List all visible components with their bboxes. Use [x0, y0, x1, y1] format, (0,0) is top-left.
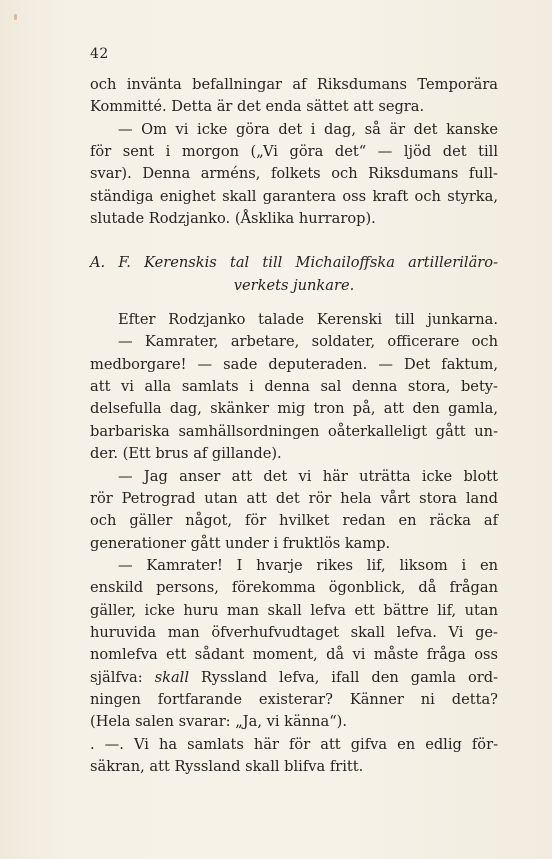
page-text	[90, 74, 498, 778]
text-line: och gäller något, för hvilket redan en räcka af	[90, 512, 498, 530]
text-line: medborgare! — sade deputeraden. — Det faktum,	[90, 355, 498, 373]
text-line: och invänta befallningar af Riksdumans Temporära	[90, 76, 498, 93]
text-line	[90, 667, 498, 689]
section-heading: verkets junkare.	[233, 276, 355, 294]
text-line: huruvida man öfverhufvudtaget skall lefva. Vi ge-	[90, 623, 498, 641]
text-line: nomlefva ett sådant moment, då vi måste fråga oss	[90, 646, 498, 664]
text-line: säkran, att Ryssland skall blifva fritt.	[90, 757, 364, 775]
text-line: — Kamrater, arbetare, soldater, officerare och	[118, 333, 498, 351]
section-gap	[90, 297, 498, 309]
emphasis: skall	[154, 668, 190, 686]
text-line: generationer gått under i fruktlös kamp.	[90, 534, 391, 552]
text-line: barbariska samhällsordningen oåterkalleligt gått un-	[90, 422, 498, 440]
paper-blemish	[14, 14, 17, 20]
text-line: Kommitté. Detta är det enda sättet att segra.	[90, 98, 425, 116]
text-line: Efter Rodzjanko talade Kerenski till junkarna.	[118, 311, 498, 329]
text-segment: Ryssland lefva, ifall den gamla ord-	[201, 668, 498, 686]
text-line: ningen fortfarande existerar? Känner ni detta?	[90, 690, 498, 708]
text-line: enskild persons, förekomma ögonblick, då frågan	[90, 579, 498, 597]
text-line: slutade Rodzjanko. (Åsklika hurrarop).	[90, 210, 376, 228]
text-segment: själfva:	[90, 668, 143, 686]
section-heading: A. F. Kerenskis tal till Michailoffska artilleriläro-	[90, 254, 498, 272]
text-line: för sent i morgon („Vi göra det“ — ljöd det till	[90, 143, 498, 161]
text-line: att vi alla samlats i denna sal denna stora, bety-	[90, 378, 498, 396]
text-line: gäller, icke huru man skall lefva ett bättre lif, utan	[90, 601, 498, 619]
section-gap	[90, 230, 498, 252]
text-line: rör Petrograd utan att det rör hela vårt stora land	[90, 489, 498, 507]
text-line: — Om vi icke göra det i dag, så är det kanske	[118, 120, 498, 138]
text-line: (Hela salen svarar: „Ja, vi känna“).	[90, 713, 348, 731]
text-line: ständiga enighet skall garantera oss kraft och styrka,	[90, 187, 498, 205]
text-line: svar). Denna arméns, folkets och Riksdumans full-	[90, 165, 498, 183]
text-line: delsefulla dag, skänker mig tron på, att den gamla,	[90, 400, 498, 418]
text-line: — Jag anser att det vi här uträtta icke blott	[118, 467, 498, 485]
page-number: 42	[90, 46, 109, 62]
text-line: — Kamrater! I hvarje rikes lif, liksom i en	[118, 556, 498, 574]
text-line: der. (Ett brus af gillande).	[90, 445, 282, 463]
text-line: . —. Vi ha samlats här för att gifva en edlig för-	[90, 735, 498, 753]
